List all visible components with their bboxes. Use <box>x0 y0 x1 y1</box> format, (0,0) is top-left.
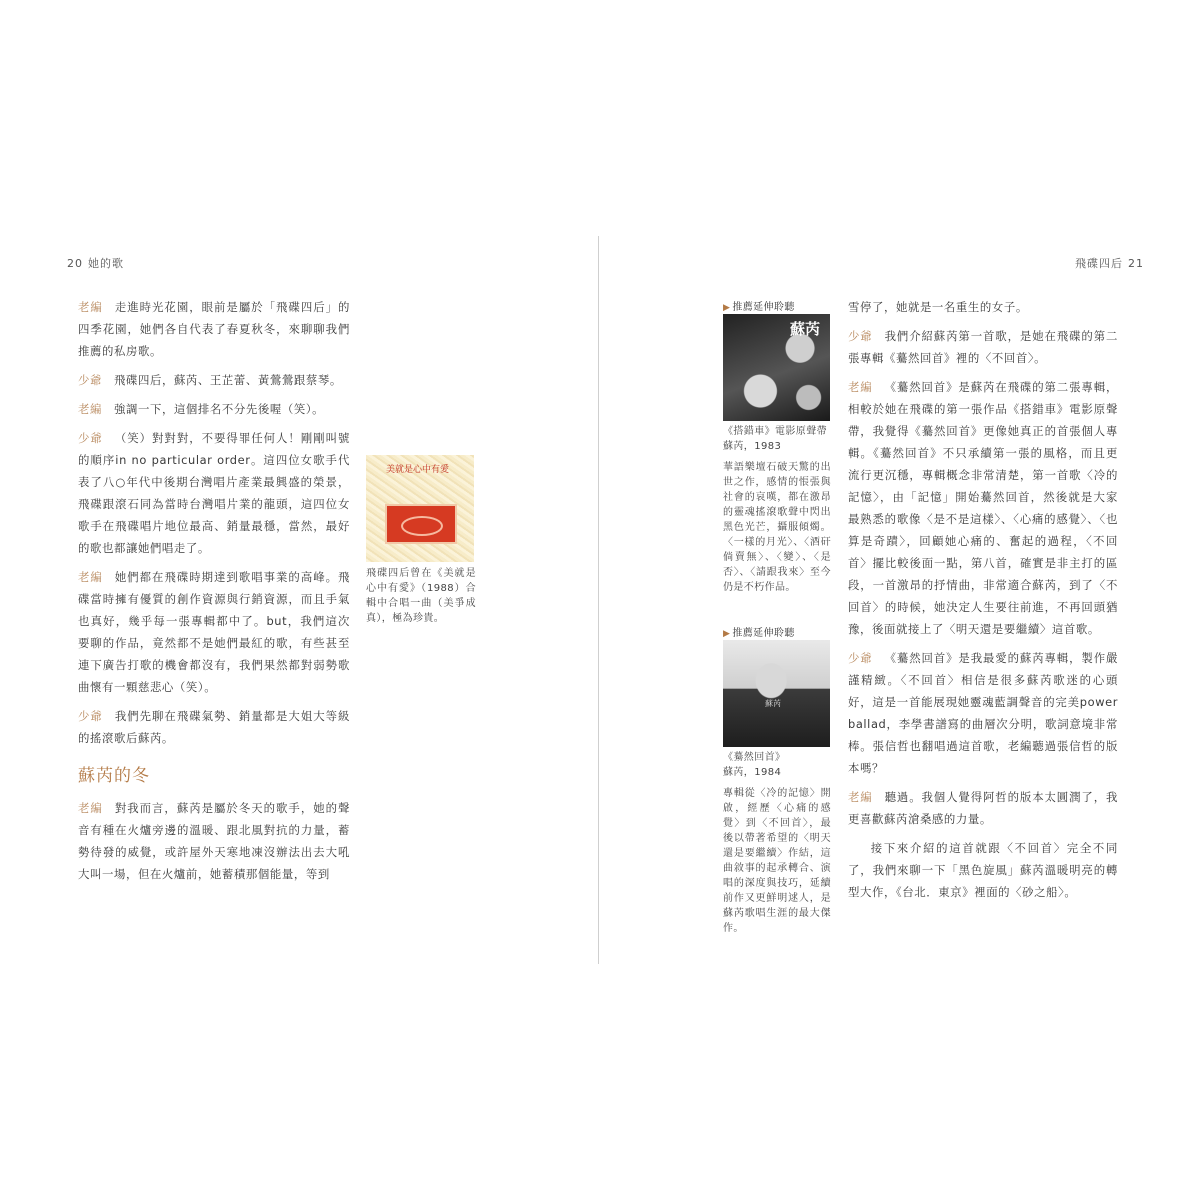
compilation-album-image <box>366 455 474 562</box>
paragraph-text: 接下來介紹的這首就跟〈不回首〉完全不同了，我們來聊一下「黑色旋風」蘇芮溫暖明亮的轉型大作，《台北．東京》裡面的〈砂之船〉。 <box>848 841 1118 899</box>
album-note-1: 華語樂壇石破天驚的出世之作，感情的悵張與社會的哀嘆，都在激昂的靈魂搖滾歌聲中閃出黑色光芒，攝服傾燭。〈一樣的月光〉、〈酒矸倘賣無〉、〈變〉、〈是否〉、〈請跟我來〉至今仍是不朽作品。 <box>723 462 831 593</box>
compilation-caption: 飛碟四后曾在《美就是心中有愛》（1988）合輯中合唱一曲（美爭成真），極為珍貴。 <box>366 568 476 624</box>
speaker-label: 少爺 <box>78 709 103 723</box>
dialogue-paragraph <box>78 398 350 420</box>
dialogue-paragraph <box>848 647 1118 779</box>
album-title-2: 《驀然回首》 <box>723 752 786 763</box>
album-artist-year-1: 蘇芮，1983 <box>723 441 782 452</box>
speaker-label: 老編 <box>78 402 102 416</box>
paragraph-text: 對我而言，蘇芮是屬於冬天的歌手，她的聲音有種在火爐旁邊的溫暖、跟北風對抗的力量，蓄勢待發的威覺，或許屋外天寒地凍沒辦法出去大吼大叫一場，但在火爐前，她蓄積那個能量，等到 <box>78 801 351 881</box>
speaker-label: 老編 <box>848 790 873 804</box>
section-title: 蘇芮的冬 <box>78 766 150 786</box>
left-page-header <box>62 255 124 271</box>
album-stamp-text: 美就是心中有愛 <box>386 465 450 475</box>
paragraph-text: （笑）對對對，不要得罪任何人！剛剛叫號的順序in no particular order。這四位女歌手代表了八○年代中後期台灣唱片產業最興盛的榮景，飛碟跟滾石同為當時台灣唱片業的龍頭，這四位女歌手在飛碟唱片地位最高、銷量最穩，當然，最好的歌也都讓她們唱走了。 <box>78 431 351 555</box>
dialogue-paragraph <box>78 296 350 362</box>
right-header-title: 飛碟四后 <box>1075 257 1123 270</box>
paragraph-text: 飛碟四后，蘇芮、王芷蕾、黃鶯鶯跟蔡琴。 <box>113 373 342 387</box>
speaker-label: 老編 <box>848 380 873 394</box>
sidebar-text-1 <box>723 424 831 603</box>
speaker-label: 老編 <box>78 300 103 314</box>
speaker-label: 少爺 <box>848 329 873 343</box>
speaker-label: 少爺 <box>78 373 102 387</box>
right-page-body <box>848 296 1118 910</box>
recommend-label-2: ▶ 推薦延伸聆聽 <box>723 628 795 639</box>
left-page-number: 20 <box>67 257 83 270</box>
paragraph-text: 我們介紹蘇芮第一首歌，是她在飛碟的第二張專輯《驀然回首》裡的〈不回首〉。 <box>848 329 1119 365</box>
dialogue-paragraph <box>78 369 350 391</box>
cover-title-2: 蘇芮 <box>765 699 781 708</box>
compilation-caption-block <box>366 566 476 626</box>
dialogue-paragraph <box>848 325 1118 369</box>
left-page-body <box>78 296 350 892</box>
dialogue-paragraph <box>78 566 350 698</box>
dialogue-paragraph <box>848 296 1118 318</box>
speaker-label: 老編 <box>78 801 103 815</box>
paragraph-text: 走進時光花園，眼前是屬於「飛碟四后」的四季花園，她們各自代表了春夏秋冬，來聊聊我們推薦的私房歌。 <box>78 300 351 358</box>
speaker-label: 少爺 <box>78 431 103 445</box>
paragraph-text: 強調一下，這個排名不分先後喔（笑）。 <box>113 402 325 416</box>
album-artist-year-2: 蘇芮，1984 <box>723 767 782 778</box>
dialogue-paragraph <box>848 786 1118 830</box>
left-header-title: 她的歌 <box>88 257 124 270</box>
album-cover-dacuoche <box>723 314 830 421</box>
paragraph-text: 聽過。我個人覺得阿哲的版本太圓潤了，我更喜歡蘇芮滄桑感的力量。 <box>848 790 1119 826</box>
paragraph-text: 《驀然回首》是我最愛的蘇芮專輯，製作嚴謹精緻。〈不回首〉相信是很多蘇芮歌迷的心頭好，這是一首能展現她靈魂藍調聲音的完美power ballad，李學書譜寫的曲層次分明，歌詞意境非常棒。張信哲也翻唱過這首歌，老編聽過張信哲的版本嗎？ <box>848 651 1119 775</box>
right-page-header <box>1075 255 1149 271</box>
dialogue-paragraph <box>848 376 1118 640</box>
paragraph-text: 雪停了，她就是一名重生的女子。 <box>848 300 1028 314</box>
dialogue-paragraph <box>848 837 1118 903</box>
recommend-label-1: ▶ 推薦延伸聆聽 <box>723 302 795 313</box>
speaker-label: 少爺 <box>848 651 873 665</box>
paragraph-text: 她們都在飛碟時期達到歌唱事業的高峰。飛碟當時擁有優質的創作資源與行銷資源，而且手氣也真好，幾乎每一張專輯都中了。but，我們這次要聊的作品，竟然都不是她們最紅的歌，有些甚至連下廣告打歌的機會都沒有，我們果然都對弱勢歌曲懷有一顆慈悲心（笑）。 <box>78 570 351 694</box>
paragraph-text: 《驀然回首》是蘇芮在飛碟的第二張專輯，相較於她在飛碟的第一張作品《搭錯車》電影原聲帶，我覺得《驀然回首》更像她真正的首張個人專輯。《驀然回首》不只承續第一張的風格，而且更流行更沉穩，專輯概念非常清楚，第一首歌〈冷的記憶〉，由「記憶」開始驀然回首，然後就是大家最熟悉的歌像〈是不是這樣〉、〈心痛的感覺〉、〈也算是奇蹟〉，回顧她心痛的、奮起的過程，〈不回首〉擺比較後面一點，第八首，確實是非主打的區段，一首激昂的抒情曲，非常適合蘇芮，到了〈不回首〉的時候，她決定人生要往前進，不再回頭猶豫，後面就接上了〈明天還是要繼續〉這首歌。 <box>848 380 1119 636</box>
book-spine <box>598 236 599 964</box>
dialogue-paragraph <box>78 427 350 559</box>
album-title-1: 《搭錯車》電影原聲帶 <box>723 426 827 437</box>
album-note-2: 專輯從〈冷的記憶〉開啟，經歷〈心痛的感覺〉到〈不回首〉，最後以帶著希望的〈明天還是要繼續〉作結，這曲敘事的起承轉合、演唱的深度與技巧，延續前作又更鮮明逑人，是蘇芮歌唱生涯的最大傑作。 <box>723 788 831 934</box>
dialogue-paragraph <box>78 705 350 749</box>
cover-title-1: 蘇芮 <box>789 320 820 338</box>
album-cover-moran-huishou <box>723 640 830 747</box>
dialogue-paragraph <box>78 797 350 885</box>
right-page-number: 21 <box>1128 257 1144 270</box>
sidebar-text-2 <box>723 750 831 944</box>
red-packet-graphic <box>385 504 457 544</box>
speaker-label: 老編 <box>78 570 103 584</box>
paragraph-text: 我們先聊在飛碟氣勢、銷量都是大姐大等級的搖滾歌后蘇芮。 <box>78 709 351 745</box>
